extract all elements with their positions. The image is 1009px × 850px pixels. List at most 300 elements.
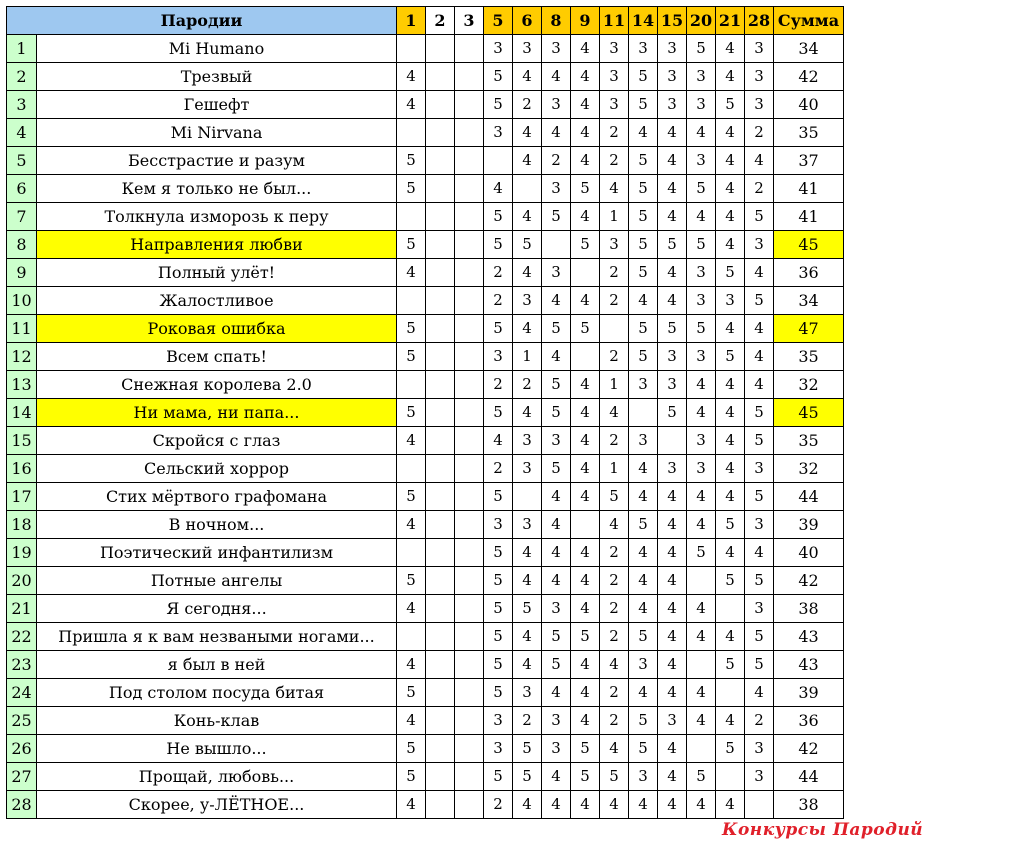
- table-row: [7, 735, 844, 763]
- score-cell: [397, 287, 426, 315]
- score-cell: 3: [629, 371, 658, 399]
- score-cell: 4: [658, 483, 687, 511]
- score-cell: [426, 35, 455, 63]
- score-cell: 5: [687, 763, 716, 791]
- score-cell: 4: [687, 483, 716, 511]
- score-cell: 4: [745, 371, 774, 399]
- score-cell: 4: [687, 595, 716, 623]
- column-header-judge: 3: [455, 7, 484, 35]
- score-cell: [455, 203, 484, 231]
- score-cell: [571, 259, 600, 287]
- score-cell: 4: [745, 539, 774, 567]
- score-cell: 2: [600, 539, 629, 567]
- score-cell: 5: [484, 231, 513, 259]
- score-cell: 3: [600, 91, 629, 119]
- score-cell: 3: [745, 763, 774, 791]
- sum-cell: 41: [774, 175, 844, 203]
- score-cell: 5: [687, 35, 716, 63]
- score-cell: [397, 455, 426, 483]
- sum-cell: 38: [774, 595, 844, 623]
- row-number: 7: [7, 203, 37, 231]
- score-cell: 4: [687, 371, 716, 399]
- score-cell: 3: [658, 707, 687, 735]
- score-cell: 2: [513, 371, 542, 399]
- score-cell: 3: [542, 91, 571, 119]
- score-cell: [426, 315, 455, 343]
- row-number: 25: [7, 707, 37, 735]
- score-cell: 4: [716, 623, 745, 651]
- score-cell: 4: [629, 539, 658, 567]
- score-cell: 5: [629, 315, 658, 343]
- score-cell: 5: [397, 175, 426, 203]
- score-cell: [426, 567, 455, 595]
- score-cell: [455, 679, 484, 707]
- score-cell: 3: [687, 287, 716, 315]
- score-cell: 5: [484, 567, 513, 595]
- score-cell: [426, 791, 455, 819]
- parody-title: Всем спать!: [37, 343, 397, 371]
- score-cell: 5: [397, 315, 426, 343]
- row-number: 9: [7, 259, 37, 287]
- column-header-judge: 8: [542, 7, 571, 35]
- row-number: 26: [7, 735, 37, 763]
- score-cell: 5: [542, 203, 571, 231]
- score-cell: 5: [484, 679, 513, 707]
- parody-title: Я сегодня...: [37, 595, 397, 623]
- score-cell: 4: [745, 315, 774, 343]
- score-cell: 5: [397, 679, 426, 707]
- score-cell: 4: [542, 511, 571, 539]
- score-cell: [455, 175, 484, 203]
- score-cell: 5: [397, 735, 426, 763]
- score-cell: [455, 63, 484, 91]
- score-cell: 3: [745, 455, 774, 483]
- score-cell: [745, 791, 774, 819]
- score-cell: 5: [745, 203, 774, 231]
- score-cell: 4: [571, 595, 600, 623]
- score-cell: [455, 399, 484, 427]
- score-cell: 5: [484, 651, 513, 679]
- row-number: 21: [7, 595, 37, 623]
- score-cell: 3: [629, 763, 658, 791]
- score-cell: [426, 119, 455, 147]
- score-cell: 5: [542, 455, 571, 483]
- score-cell: 5: [629, 259, 658, 287]
- score-cell: 1: [600, 203, 629, 231]
- score-cell: 4: [600, 735, 629, 763]
- score-cell: 4: [716, 371, 745, 399]
- score-cell: 4: [542, 287, 571, 315]
- table-row: [7, 427, 844, 455]
- score-cell: 5: [397, 399, 426, 427]
- score-cell: 5: [629, 511, 658, 539]
- score-cell: [426, 763, 455, 791]
- score-cell: 4: [600, 511, 629, 539]
- score-cell: 2: [745, 119, 774, 147]
- score-cell: 4: [745, 259, 774, 287]
- score-cell: 5: [716, 91, 745, 119]
- score-cell: 3: [658, 63, 687, 91]
- score-cell: 4: [716, 231, 745, 259]
- score-cell: 5: [629, 147, 658, 175]
- score-cell: 4: [513, 791, 542, 819]
- parody-title: Кем я только не был...: [37, 175, 397, 203]
- score-cell: 2: [542, 147, 571, 175]
- score-cell: 5: [629, 707, 658, 735]
- score-cell: 5: [542, 315, 571, 343]
- score-cell: 4: [542, 539, 571, 567]
- score-cell: 4: [687, 679, 716, 707]
- score-cell: 1: [513, 343, 542, 371]
- score-cell: 5: [629, 203, 658, 231]
- score-cell: [455, 427, 484, 455]
- score-cell: [426, 539, 455, 567]
- score-cell: 4: [658, 203, 687, 231]
- row-number: 12: [7, 343, 37, 371]
- parody-title: Стих мёртвого графомана: [37, 483, 397, 511]
- score-cell: [426, 175, 455, 203]
- score-cell: 4: [629, 455, 658, 483]
- score-cell: 5: [745, 651, 774, 679]
- score-cell: [513, 483, 542, 511]
- score-cell: [426, 511, 455, 539]
- score-cell: [426, 287, 455, 315]
- score-cell: 4: [716, 539, 745, 567]
- table-row: [7, 707, 844, 735]
- parody-title: Не вышло...: [37, 735, 397, 763]
- score-cell: 3: [629, 651, 658, 679]
- sum-cell: 38: [774, 791, 844, 819]
- score-cell: 4: [542, 567, 571, 595]
- score-cell: 5: [687, 175, 716, 203]
- parody-title: Конь-клав: [37, 707, 397, 735]
- score-cell: 4: [716, 147, 745, 175]
- score-cell: 3: [542, 707, 571, 735]
- score-cell: 2: [484, 259, 513, 287]
- score-cell: 4: [716, 455, 745, 483]
- sum-cell: 36: [774, 259, 844, 287]
- score-cell: 5: [542, 651, 571, 679]
- parody-title: Сельский хоррор: [37, 455, 397, 483]
- score-cell: 3: [629, 427, 658, 455]
- score-cell: 4: [571, 651, 600, 679]
- table-row: [7, 539, 844, 567]
- score-cell: 4: [687, 203, 716, 231]
- score-cell: [571, 343, 600, 371]
- score-cell: 5: [571, 623, 600, 651]
- score-cell: 4: [716, 707, 745, 735]
- score-cell: 5: [542, 623, 571, 651]
- score-cell: 4: [542, 63, 571, 91]
- parody-title: Поэтический инфантилизм: [37, 539, 397, 567]
- score-cell: 2: [600, 427, 629, 455]
- score-cell: [658, 427, 687, 455]
- score-cell: 4: [513, 399, 542, 427]
- score-cell: [397, 119, 426, 147]
- score-cell: 3: [658, 91, 687, 119]
- score-cell: 3: [687, 343, 716, 371]
- score-cell: 5: [513, 595, 542, 623]
- score-cell: 4: [542, 763, 571, 791]
- score-cell: 3: [687, 63, 716, 91]
- score-cell: 4: [716, 203, 745, 231]
- score-cell: 3: [658, 455, 687, 483]
- score-cell: 3: [513, 35, 542, 63]
- sum-cell: 36: [774, 707, 844, 735]
- table-row: [7, 483, 844, 511]
- row-number: 23: [7, 651, 37, 679]
- row-number: 1: [7, 35, 37, 63]
- sum-cell: 45: [774, 231, 844, 259]
- score-cell: 5: [629, 91, 658, 119]
- parody-title: Толкнула изморозь к перу: [37, 203, 397, 231]
- sum-cell: 44: [774, 763, 844, 791]
- parody-title: Пришла я к вам незваными ногами...: [37, 623, 397, 651]
- score-cell: 5: [513, 231, 542, 259]
- score-cell: 3: [542, 427, 571, 455]
- score-cell: [397, 539, 426, 567]
- score-cell: 4: [571, 63, 600, 91]
- column-header-judge: 11: [600, 7, 629, 35]
- score-cell: 2: [600, 343, 629, 371]
- row-number: 15: [7, 427, 37, 455]
- score-cell: [455, 511, 484, 539]
- score-cell: 2: [513, 707, 542, 735]
- score-cell: [455, 119, 484, 147]
- score-cell: [426, 259, 455, 287]
- row-number: 18: [7, 511, 37, 539]
- score-cell: 5: [687, 315, 716, 343]
- score-cell: 4: [716, 315, 745, 343]
- score-cell: 4: [687, 119, 716, 147]
- score-cell: 4: [397, 595, 426, 623]
- column-header-judge: 2: [426, 7, 455, 35]
- score-cell: 5: [484, 91, 513, 119]
- score-cell: 4: [600, 651, 629, 679]
- sum-cell: 44: [774, 483, 844, 511]
- score-cell: 4: [397, 511, 426, 539]
- score-cell: 5: [397, 343, 426, 371]
- score-cell: 4: [658, 511, 687, 539]
- score-cell: [455, 763, 484, 791]
- sum-cell: 43: [774, 651, 844, 679]
- row-number: 2: [7, 63, 37, 91]
- sum-cell: 32: [774, 455, 844, 483]
- score-cell: 5: [716, 651, 745, 679]
- score-cell: 5: [513, 763, 542, 791]
- score-cell: 5: [571, 315, 600, 343]
- score-cell: [426, 91, 455, 119]
- score-cell: 4: [571, 35, 600, 63]
- table-row: [7, 259, 844, 287]
- score-cell: 5: [397, 147, 426, 175]
- score-cell: 4: [600, 175, 629, 203]
- score-cell: 5: [745, 567, 774, 595]
- score-cell: 5: [629, 175, 658, 203]
- score-cell: 3: [513, 679, 542, 707]
- score-cell: 2: [745, 175, 774, 203]
- row-number: 14: [7, 399, 37, 427]
- score-cell: [571, 511, 600, 539]
- sum-cell: 41: [774, 203, 844, 231]
- score-cell: [455, 259, 484, 287]
- row-number: 28: [7, 791, 37, 819]
- score-cell: 4: [600, 399, 629, 427]
- score-cell: 3: [745, 735, 774, 763]
- score-cell: 3: [658, 35, 687, 63]
- score-cell: [426, 427, 455, 455]
- score-cell: 4: [658, 595, 687, 623]
- score-cell: 5: [600, 483, 629, 511]
- score-cell: 5: [397, 231, 426, 259]
- score-cell: [426, 399, 455, 427]
- score-cell: [455, 595, 484, 623]
- score-cell: 4: [513, 651, 542, 679]
- sum-cell: 34: [774, 35, 844, 63]
- score-cell: [455, 231, 484, 259]
- score-cell: 4: [745, 147, 774, 175]
- score-cell: 4: [745, 679, 774, 707]
- row-number: 19: [7, 539, 37, 567]
- parody-title: Прощай, любовь...: [37, 763, 397, 791]
- score-cell: 4: [687, 511, 716, 539]
- score-cell: 4: [571, 147, 600, 175]
- score-cell: 4: [513, 147, 542, 175]
- score-cell: [455, 651, 484, 679]
- column-header-title: Пародии: [7, 7, 397, 35]
- parody-title: Снежная королева 2.0: [37, 371, 397, 399]
- column-header-judge: 28: [745, 7, 774, 35]
- signature-logo: Конкурсы Пародий: [722, 820, 924, 840]
- score-cell: 5: [716, 511, 745, 539]
- score-cell: 3: [687, 91, 716, 119]
- score-cell: 4: [716, 483, 745, 511]
- column-header-judge: 6: [513, 7, 542, 35]
- score-cell: [455, 455, 484, 483]
- score-cell: [426, 203, 455, 231]
- score-cell: 5: [745, 287, 774, 315]
- score-cell: 3: [716, 287, 745, 315]
- score-cell: [455, 539, 484, 567]
- row-number: 11: [7, 315, 37, 343]
- score-cell: 4: [629, 567, 658, 595]
- score-cell: 3: [745, 91, 774, 119]
- row-number: 4: [7, 119, 37, 147]
- sum-cell: 42: [774, 567, 844, 595]
- score-cell: 4: [513, 567, 542, 595]
- score-cell: 5: [484, 763, 513, 791]
- score-cell: 3: [600, 35, 629, 63]
- score-cell: [600, 315, 629, 343]
- header-row: [7, 7, 844, 35]
- table-row: [7, 679, 844, 707]
- sum-cell: 35: [774, 343, 844, 371]
- score-cell: 2: [600, 287, 629, 315]
- score-cell: 5: [542, 371, 571, 399]
- score-cell: 3: [745, 35, 774, 63]
- parody-title: Потные ангелы: [37, 567, 397, 595]
- score-cell: 3: [513, 427, 542, 455]
- sum-cell: 40: [774, 91, 844, 119]
- sum-cell: 35: [774, 427, 844, 455]
- column-header-judge: 15: [658, 7, 687, 35]
- score-cell: [397, 203, 426, 231]
- column-header-judge: 14: [629, 7, 658, 35]
- column-header-judge: 5: [484, 7, 513, 35]
- score-cell: 3: [542, 595, 571, 623]
- sum-cell: 43: [774, 623, 844, 651]
- score-cell: 5: [484, 315, 513, 343]
- score-cell: 4: [658, 175, 687, 203]
- score-cell: [716, 679, 745, 707]
- table-row: [7, 595, 844, 623]
- score-cell: 5: [484, 623, 513, 651]
- scores-table: [6, 6, 844, 819]
- sum-cell: 39: [774, 511, 844, 539]
- score-cell: 5: [571, 175, 600, 203]
- score-cell: 5: [571, 231, 600, 259]
- score-cell: 5: [484, 63, 513, 91]
- score-cell: 4: [658, 119, 687, 147]
- score-cell: 4: [484, 427, 513, 455]
- score-cell: 5: [571, 763, 600, 791]
- score-cell: 3: [484, 343, 513, 371]
- score-cell: 2: [600, 595, 629, 623]
- score-cell: 5: [745, 427, 774, 455]
- score-cell: [455, 287, 484, 315]
- score-cell: [716, 763, 745, 791]
- score-cell: [426, 63, 455, 91]
- score-cell: 4: [571, 455, 600, 483]
- column-header-judge: 1: [397, 7, 426, 35]
- sum-cell: 34: [774, 287, 844, 315]
- score-cell: 4: [513, 539, 542, 567]
- score-cell: 4: [629, 483, 658, 511]
- score-cell: 4: [513, 259, 542, 287]
- row-number: 13: [7, 371, 37, 399]
- parody-title: Скройся с глаз: [37, 427, 397, 455]
- table-row: [7, 287, 844, 315]
- score-cell: [629, 399, 658, 427]
- score-cell: 4: [716, 35, 745, 63]
- score-cell: 4: [571, 399, 600, 427]
- score-cell: [426, 483, 455, 511]
- score-cell: 2: [484, 455, 513, 483]
- score-cell: 5: [629, 63, 658, 91]
- score-cell: 4: [687, 791, 716, 819]
- score-cell: 3: [542, 175, 571, 203]
- score-cell: 5: [629, 343, 658, 371]
- score-cell: 4: [658, 539, 687, 567]
- score-cell: 4: [542, 119, 571, 147]
- score-cell: 5: [397, 763, 426, 791]
- row-number: 3: [7, 91, 37, 119]
- score-cell: 3: [658, 343, 687, 371]
- score-cell: [426, 343, 455, 371]
- score-cell: 4: [716, 175, 745, 203]
- sum-cell: 42: [774, 735, 844, 763]
- score-cell: 5: [397, 567, 426, 595]
- parody-title: Mi Nirvana: [37, 119, 397, 147]
- score-cell: 4: [397, 427, 426, 455]
- score-cell: 5: [397, 483, 426, 511]
- score-cell: 5: [571, 735, 600, 763]
- table-row: [7, 119, 844, 147]
- score-cell: 2: [600, 623, 629, 651]
- score-cell: 3: [629, 35, 658, 63]
- score-cell: 4: [658, 791, 687, 819]
- table-row: [7, 511, 844, 539]
